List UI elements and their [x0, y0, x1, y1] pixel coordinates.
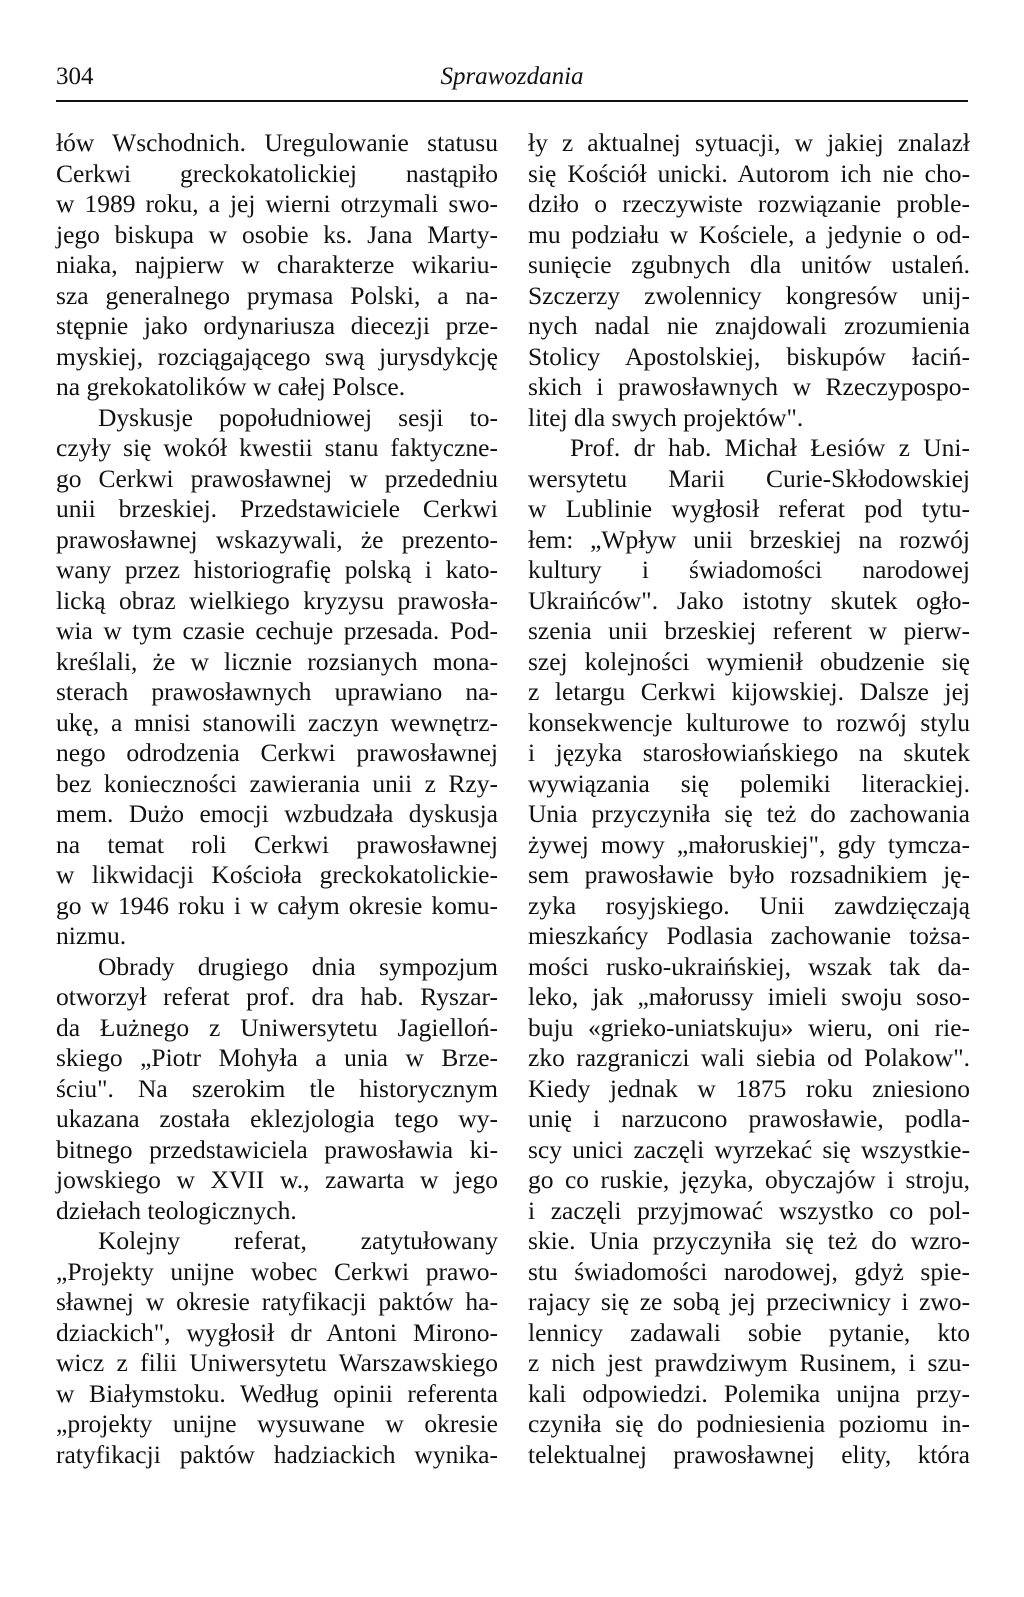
- text-line: konsekwencje kulturowe to rozwój stylu: [528, 707, 970, 737]
- text-line: skie. Unia przyczyniła się też do wzro-: [528, 1226, 970, 1255]
- text-line: w Białymstoku. Według opinii referenta: [56, 1378, 498, 1408]
- text-line: ratyfikacji paktów hadziackich wynika-: [56, 1439, 498, 1469]
- text-line: otworzył referat prof. dra hab. Ryszar-: [56, 982, 498, 1011]
- text-line: jowskiego w XVII w., zawarta w jego: [56, 1165, 498, 1194]
- running-title: Sprawozdania: [440, 63, 584, 90]
- text-line: i zaczęli przyjmować wszystko co pol-: [528, 1195, 970, 1225]
- text-line: telektualnej prawosławnej elity, która: [528, 1439, 970, 1469]
- text-line: mu podziału w Kościele, a jedynie o od-: [528, 219, 970, 249]
- text-line: dziackich", wygłosił dr Antoni Mirono-: [56, 1317, 498, 1347]
- text-line: szej kolejności wymienił obudzenie się: [528, 646, 970, 676]
- text-line: wersytetu Marii Curie-Skłodowskiej: [528, 463, 970, 493]
- text-line: Unia przyczyniła się też do zachowania: [528, 799, 970, 828]
- text-line: da Łużnego z Uniwersytetu Jagielloń-: [56, 1012, 498, 1042]
- text-line: wywiązania się polemiki literackiej.: [528, 768, 970, 798]
- text-line: żywej mowy „małoruskiej", gdy tymcza-: [528, 829, 970, 859]
- text-line: ły z aktualnej sytuacji, w jakiej znalazł: [528, 128, 970, 157]
- text-line: Ukraińców". Jako istotny skutek ogło-: [528, 585, 970, 615]
- text-line: Dyskusje popołudniowej sesji to-: [98, 402, 498, 432]
- text-line: sem prawosławie było rozsadnikiem ję-: [528, 860, 970, 889]
- right-text-column: [528, 128, 970, 1470]
- text-line: ukazana została eklezjologia tego wy-: [56, 1104, 498, 1133]
- text-line: zyka rosyjskiego. Unii zawdzięczają: [528, 890, 970, 920]
- text-line: leko, jak „małorussy imieli swoju soso-: [528, 982, 970, 1011]
- text-line: się Kościół unicki. Autorom ich nie cho-: [528, 158, 970, 188]
- text-line: nych nadal nie znajdowali zrozumienia: [528, 311, 970, 340]
- text-line: bez konieczności zawierania unii z Rzy-: [56, 768, 498, 798]
- text-line: czyły się wokół kwestii stanu faktyczne-: [56, 433, 498, 462]
- text-line: Stolicy Apostolskiej, biskupów łaciń-: [528, 341, 970, 371]
- text-line: Prof. dr hab. Michał Łesiów z Uni-: [570, 433, 970, 462]
- text-line: Cerkwi greckokatolickiej nastąpiło: [56, 158, 498, 188]
- text-line: ukę, a mnisi stanowili zaczyn wewnętrz-: [56, 707, 498, 737]
- text-line: mości rusko-ukraińskiej, wszak tak da-: [528, 951, 970, 981]
- text-line: niaka, najpierw w charakterze wikariu-: [56, 250, 498, 279]
- text-line: wicz z filii Uniwersytetu Warszawskiego: [56, 1348, 498, 1377]
- text-line: scy unici zaczęli wyrzekać się wszystkie-: [528, 1134, 970, 1164]
- text-line: unii brzeskiej. Przedstawiciele Cerkwi: [56, 494, 498, 523]
- text-line: zko razgraniczi wali siebia od Polakow".: [528, 1043, 970, 1072]
- text-line: stu świadomości narodowej, gdyż spie-: [528, 1256, 970, 1286]
- text-line: prawosławnej wskazywali, że prezento-: [56, 524, 498, 554]
- text-line: go co ruskie, języka, obyczajów i stroju,: [528, 1165, 970, 1194]
- text-line: szenia unii brzeskiej referent w pierw-: [528, 616, 970, 645]
- text-line: unię i narzucono prawosławie, podla-: [528, 1104, 970, 1133]
- text-line: wia w tym czasie cechuje przesada. Pod-: [56, 616, 498, 645]
- text-line: sunięcie zgubnych dla unitów ustaleń.: [528, 250, 970, 279]
- text-line: go w 1946 roku i w całym okresie komu-: [56, 890, 498, 920]
- text-line: mem. Dużo emocji wzbudzała dyskusja: [56, 799, 498, 828]
- text-line: w likwidacji Kościoła greckokatolickie-: [56, 860, 498, 889]
- text-line: „projekty unijne wysuwane w okresie: [56, 1409, 498, 1438]
- text-line: myskiej, rozciągającego swą jurysdykcję: [56, 341, 498, 371]
- text-line: na grekokatolików w całej Polsce.: [56, 372, 406, 401]
- text-line: jego biskupa w osobie ks. Jana Marty-: [56, 219, 498, 249]
- text-line: łów Wschodnich. Uregulowanie statusu: [56, 128, 498, 157]
- text-line: czyniła się do podniesienia poziomu in-: [528, 1409, 970, 1438]
- text-line: skiego „Piotr Mohyła a unia w Brze-: [56, 1043, 498, 1072]
- text-line: w Lublinie wygłosił referat pod tytu-: [528, 494, 970, 523]
- text-line: Kolejny referat, zatytułowany: [98, 1226, 498, 1255]
- text-line: go Cerkwi prawosławnej w przededniu: [56, 463, 498, 493]
- text-line: „Projekty unijne wobec Cerkwi prawo-: [56, 1256, 498, 1286]
- text-line: Szczerzy zwolennicy kongresów unij-: [528, 280, 970, 310]
- text-line: licką obraz wielkiego kryzysu prawosła-: [56, 585, 498, 615]
- text-line: kultury i świadomości narodowej: [528, 555, 970, 584]
- text-line: stępnie jako ordynariusza diecezji prze-: [56, 311, 498, 340]
- left-text-column: [56, 128, 498, 1470]
- text-line: buju «grieko-uniatskuju» wieru, oni rie-: [528, 1012, 970, 1042]
- text-line: sza generalnego prymasa Polski, a na-: [56, 280, 498, 310]
- text-line: litej dla swych projektów".: [528, 402, 804, 432]
- text-line: kreślali, że w licznie rozsianych mona-: [56, 646, 498, 676]
- text-line: sławnej w okresie ratyfikacji paktów ha-: [56, 1287, 498, 1316]
- text-line: na temat roli Cerkwi prawosławnej: [56, 829, 498, 859]
- text-line: i języka starosłowiańskiego na skutek: [528, 738, 970, 767]
- text-line: z nich jest prawdziwym Rusinem, i szu-: [528, 1348, 970, 1377]
- text-line: nizmu.: [56, 921, 127, 950]
- text-line: wany przez historiografię polską i kato-: [56, 555, 498, 584]
- text-line: ściu". Na szerokim tle historycznym: [56, 1073, 498, 1103]
- text-line: w 1989 roku, a jej wierni otrzymali swo-: [56, 189, 498, 218]
- page-number: 304: [56, 63, 94, 90]
- text-line: rajacy się ze sobą jej przeciwnicy i zwo-: [528, 1287, 970, 1316]
- text-line: lennicy zadawali sobie pytanie, kto: [528, 1317, 970, 1347]
- text-line: łem: „Wpływ unii brzeskiej na rozwój: [528, 524, 970, 554]
- text-line: kali odpowiedzi. Polemika unijna przy-: [528, 1378, 970, 1408]
- text-line: skich i prawosławnych w Rzeczypospo-: [528, 372, 970, 401]
- text-line: nego odrodzenia Cerkwi prawosławnej: [56, 738, 498, 767]
- text-line: Kiedy jednak w 1875 roku zniesiono: [528, 1073, 970, 1103]
- text-line: dziełach teologicznych.: [56, 1195, 297, 1225]
- text-line: bitnego przedstawiciela prawosławia ki-: [56, 1134, 498, 1164]
- text-line: mieszkańcy Podlasia zachowanie tożsa-: [528, 921, 970, 950]
- text-line: Obrady drugiego dnia sympozjum: [98, 951, 498, 981]
- page-header: [56, 62, 968, 102]
- text-line: dziło o rzeczywiste rozwiązanie proble-: [528, 189, 970, 218]
- text-line: sterach prawosławnych uprawiano na-: [56, 677, 498, 706]
- text-line: z letargu Cerkwi kijowskiej. Dalsze jej: [528, 677, 970, 706]
